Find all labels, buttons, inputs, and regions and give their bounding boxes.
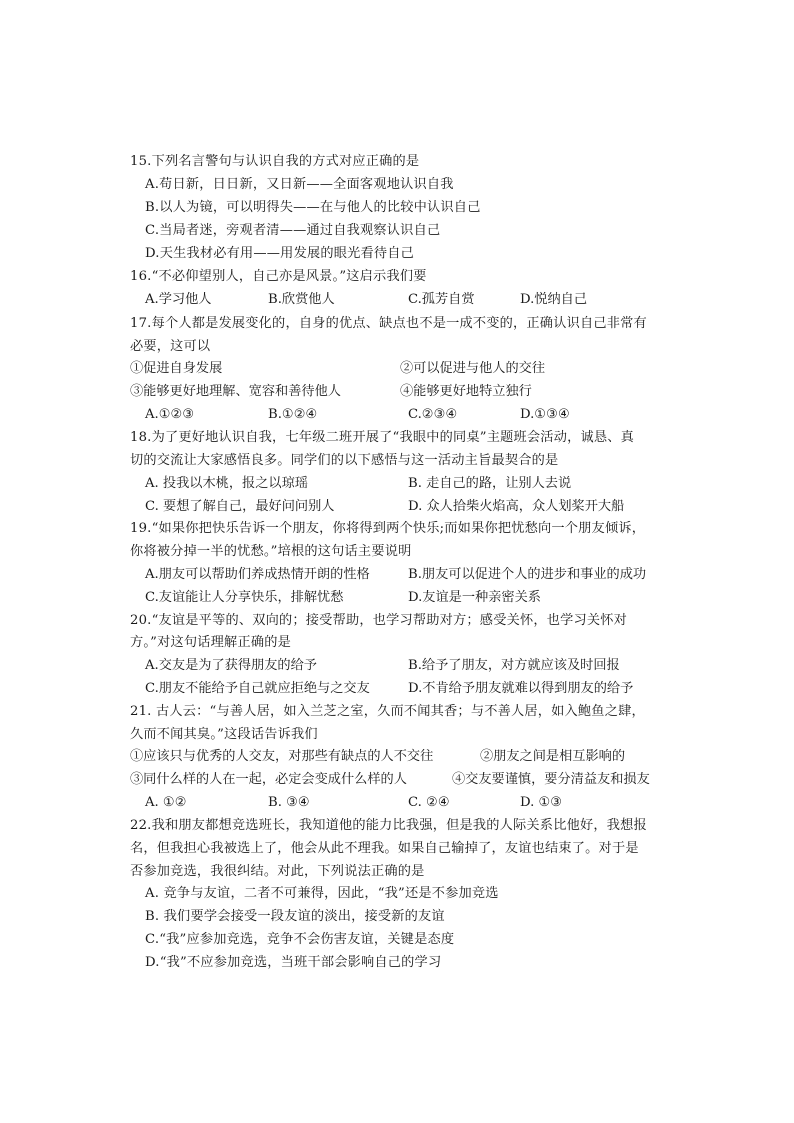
option-b: B.给予了朋友，对方就应该及时回报 — [408, 658, 620, 673]
question-17-stem-line2: 必要，这可以 — [130, 339, 211, 354]
option-c: C.朋友不能给予自己就应拒绝与之交友 — [145, 681, 370, 696]
option-b: B.欣赏他人 — [268, 292, 335, 307]
option-c: C.孤芳自赏 — [408, 292, 475, 307]
question-22-stem-line2: 名，但我担心我被选上了，他会从此不理我。如果自己输掉了，友谊也结束了。对于是 — [130, 841, 639, 856]
question-20-stem-line2: 方。”对这句话理解正确的是 — [130, 635, 291, 650]
option-c: C. 要想了解自己，最好问问别人 — [145, 499, 335, 514]
statement-3: ③同什么样的人在一起，必定会变成什么样的人 — [130, 772, 407, 787]
option-b: B.朋友可以促进个人的进步和事业的成功 — [408, 567, 647, 582]
option-d: D.悦纳自己 — [520, 292, 588, 307]
question-22-stem-line1: 22.我和朋友都想竞选班长，我知道他的能力比我强，但是我的人际关系比他好，我想报 — [130, 818, 647, 833]
option-a: A. ①② — [145, 795, 187, 810]
statement-2: ②朋友之间是相互影响的 — [480, 749, 626, 764]
option-b: B. 走自己的路，让别人去说 — [408, 476, 572, 491]
option-c: C. ②④ — [408, 795, 450, 810]
option-d: D. ①③ — [520, 795, 563, 810]
question-20-stem-line1: 20.“友谊是平等的、双向的；接受帮助，也学习帮助对方；感受关怀，也学习关怀对 — [130, 613, 628, 628]
option-b: B. 我们要学会接受一段友谊的淡出，接受新的友谊 — [145, 909, 445, 924]
question-18-stem-line2: 切的交流让大家感悟良多。同学们的以下感悟与这一活动主旨最契合的是 — [130, 453, 559, 468]
question-15-stem: 15.下列名言警句与认识自我的方式对应正确的是 — [130, 154, 420, 169]
statement-1: ①促进自身发展 — [130, 361, 223, 376]
question-18-stem-line1: 18.为了更好地认识自我，七年级二班开展了“我眼中的同桌”主题班会活动，诚恳、真 — [130, 430, 635, 445]
option-a: A.交友是为了获得朋友的给予 — [145, 658, 317, 673]
option-a: A. 投我以木桃，报之以琼瑶 — [145, 476, 308, 491]
option-d: D. 众人拾柴火焰高，众人划桨开大船 — [408, 499, 625, 514]
option-d: D.“我”不应参加竞选，当班干部会影响自己的学习 — [145, 955, 442, 970]
statement-1: ①应该只与优秀的人交友，对那些有缺点的人不交往 — [130, 749, 434, 764]
option-c: C.“我”应参加竞选，竞争不会伤害友谊，关键是态度 — [145, 932, 455, 947]
question-16-stem: 16.“不必仰望别人，自己亦是风景。”这启示我们要 — [130, 269, 427, 284]
option-a: A. 竞争与友谊，二者不可兼得，因此，“我”还是不参加竞选 — [145, 886, 499, 901]
option-c: C.②③④ — [408, 407, 458, 422]
statement-2: ②可以促进与他人的交往 — [400, 361, 546, 376]
option-b: B. ③④ — [268, 795, 310, 810]
option-d: D.友谊是一种亲密关系 — [408, 590, 541, 605]
option-d: D.天生我材必有用——用发展的眼光看待自己 — [145, 246, 415, 261]
option-a: A.学习他人 — [145, 292, 212, 307]
option-d: D.不肯给予朋友就难以得到朋友的给予 — [408, 681, 634, 696]
question-21-stem-line2: 久而不闻其臭。”这段话告诉我们 — [130, 727, 318, 742]
question-17-stem-line1: 17.每个人都是发展变化的，自身的优点、缺点也不是一成不变的，正确认识自己非常有 — [130, 316, 647, 331]
option-b: B.①②④ — [268, 407, 318, 422]
option-c: C.友谊能让人分享快乐，排解忧愁 — [145, 590, 344, 605]
statement-3: ③能够更好地理解、宽容和善待他人 — [130, 384, 341, 399]
question-22-stem-line3: 否参加竞选，我很纠结。对此，下列说法正确的是 — [130, 864, 425, 879]
option-a: A.①②③ — [145, 407, 195, 422]
option-a: A.苟日新，日日新，又日新——全面客观地认识自我 — [145, 177, 454, 192]
question-21-stem-line1: 21. 古人云：“与善人居，如入兰芝之室，久而不闻其香；与不善人居，如入鲍鱼之肆， — [130, 704, 645, 719]
statement-4: ④交友要谨慎，要分清益友和损友 — [452, 772, 650, 787]
option-c: C.当局者迷，旁观者清——通过自我观察认识自己 — [145, 223, 441, 238]
option-d: D.①③④ — [520, 407, 570, 422]
question-19-stem-line1: 19.“如果你把快乐告诉一个朋友，你将得到两个快乐;而如果你把忧愁向一个朋友倾诉， — [130, 521, 646, 536]
option-b: B.以人为镜，可以明得失——在与他人的比较中认识自己 — [145, 200, 481, 215]
question-19-stem-line2: 你将被分掉一半的忧愁。”培根的这句话主要说明 — [130, 544, 412, 559]
statement-4: ④能够更好地特立独行 — [400, 384, 532, 399]
option-a: A.朋友可以帮助们养成热情开朗的性格 — [145, 567, 370, 582]
